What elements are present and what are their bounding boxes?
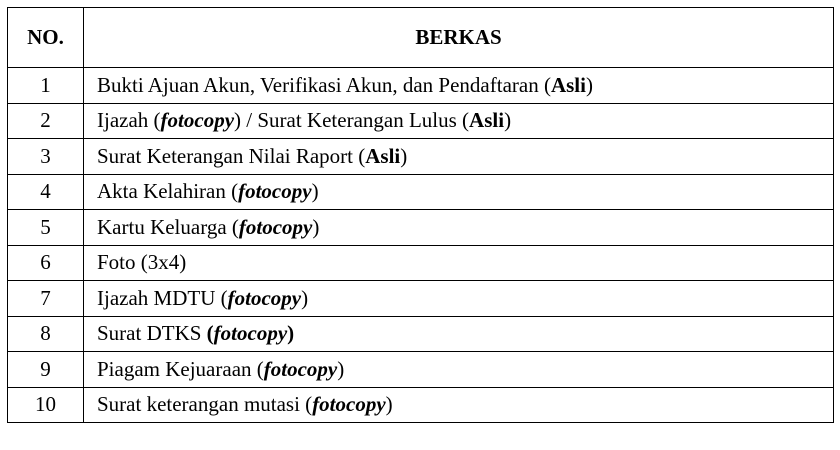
table-row (8, 281, 834, 317)
document-item-text: fotocopy (160, 108, 235, 133)
document-item-text: ) (504, 108, 512, 133)
document-item-text: ) (400, 143, 408, 168)
document-item-text: fotocopy (312, 392, 386, 417)
document-item-text: ) (385, 392, 393, 417)
header-no: NO. (8, 8, 84, 68)
document-item-text: fotocopy (263, 356, 338, 381)
table-body (8, 68, 834, 423)
document-item-text: fotocopy (238, 179, 312, 204)
row-number: 1 (8, 68, 84, 104)
document-item (84, 103, 834, 139)
document-item-text: Piagam Kejuaraan ( (97, 356, 264, 381)
document-item-text: fotocopy (227, 285, 302, 310)
table-row (8, 68, 834, 104)
row-number: 7 (8, 281, 84, 317)
document-item-text: ) (312, 214, 320, 239)
row-number: 8 (8, 316, 84, 352)
document-item-text: Asli (365, 143, 401, 168)
document-item (84, 210, 834, 246)
document-item (84, 281, 834, 317)
row-number: 4 (8, 174, 84, 210)
row-number: 2 (8, 103, 84, 139)
table-row (8, 245, 834, 281)
document-item (84, 245, 834, 281)
document-item-text: ) (311, 179, 319, 204)
document-item-text: fotocopy (213, 321, 288, 346)
document-item (84, 68, 834, 104)
row-number: 3 (8, 139, 84, 175)
table-row (8, 139, 834, 175)
document-item-text: Asli (550, 72, 586, 97)
document-item (84, 352, 834, 388)
document-item (84, 316, 834, 352)
document-item-text: Ijazah MDTU ( (97, 285, 228, 310)
row-number: 10 (8, 387, 84, 423)
document-item (84, 174, 834, 210)
document-item (84, 139, 834, 175)
document-item-text: Surat DTKS (97, 321, 207, 346)
document-item (84, 387, 834, 423)
document-item-text: Asli (469, 108, 505, 133)
document-item-text: ) (301, 285, 309, 310)
document-item-text: ) / Surat Keterangan Lulus ( (234, 108, 470, 133)
header-row (8, 8, 834, 68)
row-number: 9 (8, 352, 84, 388)
row-number: 6 (8, 245, 84, 281)
document-item-text: Ijazah ( (97, 108, 161, 133)
document-item-text: ) (585, 72, 593, 97)
header-berkas: BERKAS (84, 8, 834, 68)
row-number: 5 (8, 210, 84, 246)
table-row (8, 103, 834, 139)
document-item-text: Surat Keterangan Nilai Raport ( (97, 143, 366, 168)
document-item-text: fotocopy (238, 214, 313, 239)
table-row (8, 387, 834, 423)
document-item-text: Akta Kelahiran ( (97, 179, 239, 204)
table-row (8, 210, 834, 246)
document-requirements-table (7, 7, 834, 423)
table-row (8, 174, 834, 210)
table-row (8, 352, 834, 388)
table-row (8, 316, 834, 352)
document-item-text: ) (337, 356, 345, 381)
document-item-text: Foto (3x4) (97, 250, 187, 275)
document-item-text: Kartu Keluarga ( (97, 214, 239, 239)
document-item-text: Bukti Ajuan Akun, Verifikasi Akun, dan Pendaftaran ( (97, 72, 551, 97)
table-header (8, 8, 834, 68)
document-item-text: ( (206, 321, 214, 346)
document-item-text: ) (287, 321, 295, 346)
document-item-text: Surat keterangan mutasi ( (97, 392, 313, 417)
